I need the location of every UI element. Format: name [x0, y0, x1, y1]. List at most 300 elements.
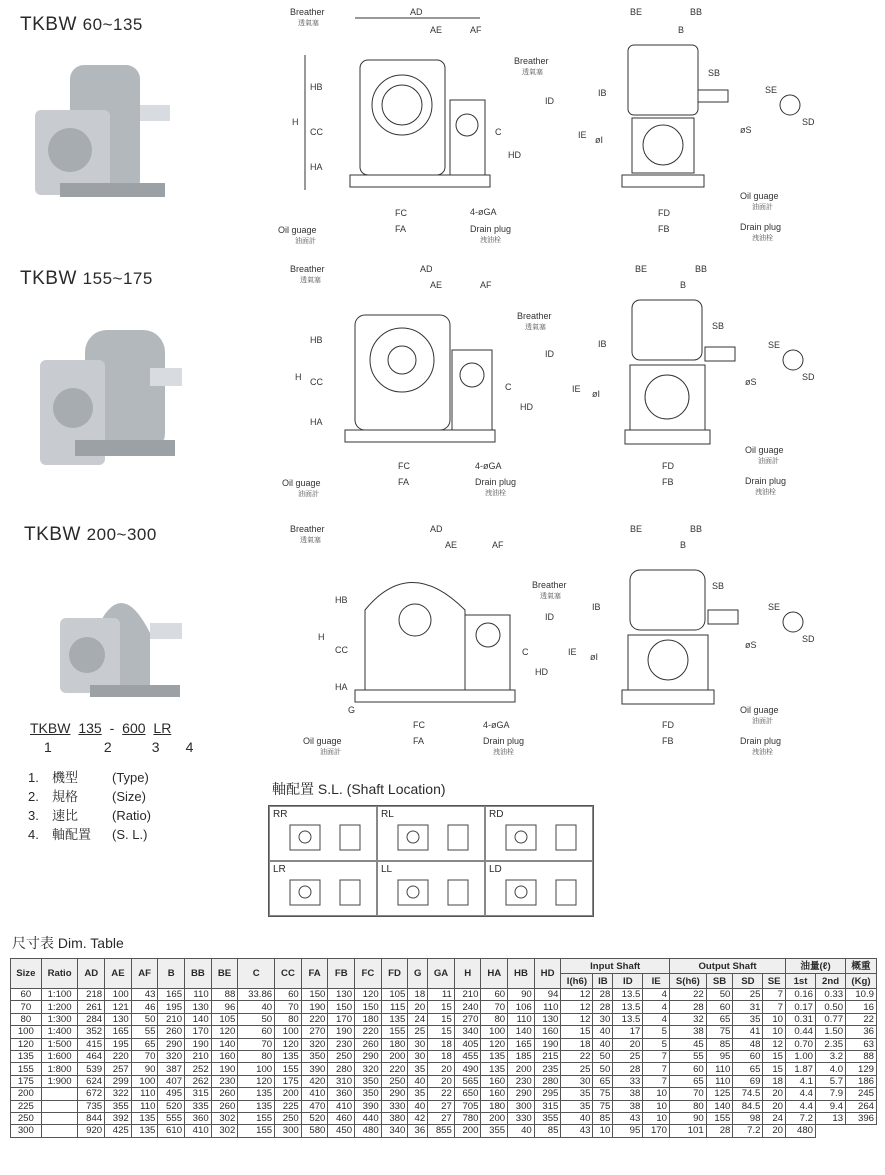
table-cell: 245 [846, 1088, 877, 1100]
table-cell: 260 [211, 1100, 238, 1112]
table-cell: 0.17 [785, 1001, 815, 1013]
table-cell: 31 [733, 1001, 763, 1013]
table-cell: 18 [561, 1038, 593, 1050]
dim-sd: SD [802, 117, 815, 127]
table-cell: 705 [454, 1100, 481, 1112]
table-cell: 15 [763, 1050, 786, 1062]
dim-c: C [522, 647, 529, 657]
table-cell: 264 [846, 1100, 877, 1112]
table-cell: 15 [428, 1026, 455, 1038]
table-cell: 180 [355, 1013, 382, 1025]
table-cell: 165 [508, 1038, 535, 1050]
sl-diagram-icon [378, 862, 484, 915]
breather-label: Breather [290, 524, 325, 534]
table-cell: 280 [534, 1075, 561, 1087]
table-cell: 80 [669, 1100, 706, 1112]
table-cell: 230 [508, 1075, 535, 1087]
ratio-cell [41, 1100, 78, 1112]
table-row [11, 1001, 877, 1013]
table-cell: 190 [328, 1026, 355, 1038]
dim-sb: SB [708, 68, 721, 78]
col-header: HB [508, 959, 535, 989]
table-cell: 4.4 [785, 1088, 815, 1100]
table-cell: 250 [275, 1112, 302, 1124]
oil-guage-zh: 油面計 [320, 749, 341, 756]
table-cell: 355 [105, 1100, 132, 1112]
table-cell: 10 [763, 1013, 786, 1025]
legend-num: 4. [28, 827, 39, 842]
model-range: 155~175 [82, 269, 153, 288]
table-cell: 13.5 [613, 1001, 643, 1013]
table-cell: 28 [613, 1063, 643, 1075]
table-cell: 18 [428, 1038, 455, 1050]
table-cell: 7 [763, 989, 786, 1001]
table-cell: 340 [381, 1125, 408, 1137]
table-cell: 200 [481, 1112, 508, 1124]
dim-fa: FA [395, 224, 407, 234]
table-cell: 60 [733, 1050, 763, 1062]
table-cell: 100 [481, 1026, 508, 1038]
sub-header: 2nd [816, 974, 846, 989]
drain-plug-label: Drain plug [475, 477, 517, 487]
table-cell: 38 [613, 1100, 643, 1112]
table-cell: 105 [211, 1013, 238, 1025]
table-cell: 65 [593, 1075, 613, 1087]
table-cell: 405 [454, 1038, 481, 1050]
table-cell: 195 [105, 1038, 132, 1050]
table-header-row-1 [11, 959, 877, 974]
table-cell: 105 [381, 989, 408, 1001]
table-cell: 18 [763, 1075, 786, 1087]
table-cell: 360 [328, 1088, 355, 1100]
dim-fb: FB [662, 736, 674, 746]
table-cell: 48 [733, 1038, 763, 1050]
table-cell: 565 [454, 1075, 481, 1087]
table-cell: 70 [481, 1001, 508, 1013]
code-size: 135 [78, 720, 102, 736]
table-cell: 4.4 [785, 1100, 815, 1112]
breather-zh: 透氣塞 [298, 20, 319, 27]
table-cell: 460 [328, 1112, 355, 1124]
ratio-cell: 1:600 [41, 1050, 78, 1062]
table-cell: 165 [158, 989, 185, 1001]
table-cell: 392 [105, 1112, 132, 1124]
ratio-cell: 1:100 [41, 989, 78, 1001]
dim-be: BE [630, 524, 643, 534]
table-cell: 32 [669, 1013, 706, 1025]
table-cell: 165 [105, 1026, 132, 1038]
table-cell: 7.9 [816, 1088, 846, 1100]
legend-item [28, 825, 151, 844]
breather-label-2: Breather [532, 580, 567, 590]
table-cell: 135 [481, 1063, 508, 1075]
table-cell: 415 [78, 1038, 105, 1050]
table-cell: 60 [706, 1001, 733, 1013]
table-cell: 12 [763, 1038, 786, 1050]
product-photo-1 [30, 55, 175, 205]
table-cell: 284 [78, 1013, 105, 1025]
table-cell: 95 [706, 1050, 733, 1062]
table-cell: 18 [408, 989, 428, 1001]
col-header: FA [301, 959, 328, 989]
table-cell: 380 [381, 1112, 408, 1124]
table-cell: 200 [11, 1088, 42, 1100]
table-cell: 315 [185, 1088, 212, 1100]
table-cell: 17 [613, 1026, 643, 1038]
table-cell: 10 [643, 1088, 670, 1100]
sub-header: I(h6) [561, 974, 593, 989]
table-row [11, 1100, 877, 1112]
dim-fd: FD [658, 208, 670, 218]
output-shaft-header: Output Shaft [669, 959, 785, 974]
table-cell: 40 [238, 1001, 275, 1013]
table-cell: 0.44 [785, 1026, 815, 1038]
dim-hd: HD [535, 667, 548, 677]
table-row [11, 1050, 877, 1062]
table-cell: 220 [355, 1026, 382, 1038]
table-cell: 28 [593, 1001, 613, 1013]
table-cell: 100 [238, 1063, 275, 1075]
table-cell: 340 [454, 1026, 481, 1038]
table-cell: 7.2 [785, 1112, 815, 1124]
table-cell: 38 [669, 1026, 706, 1038]
col-header: FC [355, 959, 382, 989]
table-cell: 85 [593, 1112, 613, 1124]
table-cell: 85 [534, 1125, 561, 1137]
breather-label: Breather [290, 7, 325, 17]
code-type: TKBW [30, 720, 71, 736]
table-cell: 25 [733, 989, 763, 1001]
table-cell: 80 [275, 1013, 302, 1025]
dim-h: H [292, 117, 299, 127]
table-cell: 310 [328, 1075, 355, 1087]
table-cell: 210 [158, 1013, 185, 1025]
sl-cell-lr [269, 861, 377, 916]
sl-code: LD [489, 864, 502, 875]
table-cell: 140 [706, 1100, 733, 1112]
table-cell: 235 [534, 1063, 561, 1075]
table-row [11, 1125, 877, 1137]
table-cell: 195 [158, 1001, 185, 1013]
ratio-cell [41, 1125, 78, 1137]
table-cell: 40 [408, 1100, 428, 1112]
table-cell: 35 [561, 1088, 593, 1100]
table-cell: 4 [643, 1001, 670, 1013]
table-cell: 355 [481, 1125, 508, 1137]
table-cell: 520 [301, 1112, 328, 1124]
table-cell: 190 [301, 1001, 328, 1013]
table-cell: 15 [561, 1026, 593, 1038]
table-cell: 100 [131, 1075, 158, 1087]
table-cell: 250 [11, 1112, 42, 1124]
table-cell: 120 [238, 1075, 275, 1087]
table-cell: 480 [785, 1125, 815, 1137]
table-cell: 495 [158, 1088, 185, 1100]
table-cell: 100 [105, 989, 132, 1001]
table-row [11, 1026, 877, 1038]
table-cell: 40 [408, 1075, 428, 1087]
table-cell: 20 [408, 1001, 428, 1013]
table-cell: 4 [643, 1013, 670, 1025]
table-cell: 225 [275, 1100, 302, 1112]
table-cell: 160 [481, 1075, 508, 1087]
table-cell: 27 [428, 1112, 455, 1124]
table-cell: 330 [381, 1100, 408, 1112]
table-cell: 155 [275, 1063, 302, 1075]
oil-guage-label: Oil guage [282, 478, 321, 488]
code-legend [28, 768, 151, 844]
table-cell: 180 [381, 1038, 408, 1050]
code-ratio: 600 [122, 720, 146, 736]
legend-item [28, 768, 151, 787]
table-cell: 350 [301, 1050, 328, 1062]
table-cell: 335 [185, 1100, 212, 1112]
dim-sd: SD [802, 634, 815, 644]
drain-plug-label-side: Drain plug [740, 736, 782, 746]
table-cell: 7.2 [733, 1125, 763, 1137]
table-cell: 844 [78, 1112, 105, 1124]
model-name: TKBW [20, 14, 77, 35]
table-cell: 60 [238, 1026, 275, 1038]
table-cell: 225 [11, 1100, 42, 1112]
table-cell: 260 [158, 1026, 185, 1038]
dim-hb: HB [310, 82, 323, 92]
table-cell: 110 [508, 1013, 535, 1025]
table-cell: 290 [355, 1050, 382, 1062]
table-cell: 101 [669, 1125, 706, 1137]
table-cell: 18 [428, 1050, 455, 1062]
table-cell: 135 [131, 1112, 158, 1124]
table-cell: 455 [454, 1050, 481, 1062]
table-cell: 350 [355, 1088, 382, 1100]
dim-b: B [680, 540, 687, 550]
table-cell: 920 [78, 1125, 105, 1137]
table-cell: 320 [158, 1050, 185, 1062]
table-cell: 610 [158, 1125, 185, 1137]
dim-b: B [678, 25, 685, 35]
table-cell: 185 [508, 1050, 535, 1062]
table-cell: 150 [328, 1001, 355, 1013]
table-cell: 75 [706, 1026, 733, 1038]
dim-phi-i: øI [595, 135, 603, 145]
weight-header: 概重 [846, 959, 877, 974]
sl-code: RR [273, 809, 288, 820]
table-cell: 780 [454, 1112, 481, 1124]
ratio-cell: 1:500 [41, 1038, 78, 1050]
table-cell: 140 [185, 1013, 212, 1025]
table-cell: 855 [428, 1125, 455, 1137]
dim-hd: HD [520, 402, 533, 412]
table-cell: 80 [238, 1050, 275, 1062]
sub-header: (Kg) [846, 974, 877, 989]
table-cell: 95 [613, 1125, 643, 1137]
table-cell: 170 [328, 1013, 355, 1025]
table-cell: 175 [11, 1075, 42, 1087]
breather-label-2: Breather [517, 311, 552, 321]
drain-plug-zh: 洩油栓 [485, 490, 506, 497]
sl-code: LR [273, 864, 286, 875]
dim-af: AF [492, 540, 504, 550]
dim-ie: IE [568, 647, 577, 657]
table-cell: 262 [185, 1075, 212, 1087]
table-cell: 250 [381, 1075, 408, 1087]
dim-c: C [495, 127, 502, 137]
sub-header: SD [733, 974, 763, 989]
input-shaft-header: Input Shaft [561, 959, 670, 974]
code-num-3: 3 [151, 739, 160, 755]
table-cell: 160 [211, 1050, 238, 1062]
drain-plug-label: Drain plug [483, 736, 525, 746]
table-cell: 320 [355, 1063, 382, 1075]
table-cell: 50 [593, 1063, 613, 1075]
col-header: AD [78, 959, 105, 989]
table-cell: 90 [508, 989, 535, 1001]
col-header: FB [328, 959, 355, 989]
table-cell: 155 [238, 1125, 275, 1137]
table-cell: 15 [763, 1063, 786, 1075]
sl-diagram-icon [270, 862, 376, 915]
table-cell: 0.33 [816, 989, 846, 1001]
table-cell: 50 [706, 989, 733, 1001]
table-cell: 20 [428, 1063, 455, 1075]
table-cell: 300 [275, 1125, 302, 1137]
col-header: H [454, 959, 481, 989]
table-cell: 36 [846, 1026, 877, 1038]
dim-id: ID [545, 349, 554, 359]
dim-af: AF [480, 280, 492, 290]
table-cell: 120 [211, 1026, 238, 1038]
breather-label: Breather [290, 264, 325, 274]
col-header: B [158, 959, 185, 989]
table-cell: 2.35 [816, 1038, 846, 1050]
oil-guage-zh-side: 油面計 [752, 718, 773, 725]
table-cell: 135 [131, 1125, 158, 1137]
table-cell: 115 [381, 1001, 408, 1013]
dim-ie: IE [578, 130, 587, 140]
oil-guage-label-side: Oil guage [740, 705, 779, 715]
table-cell: 28 [593, 989, 613, 1001]
col-header: BE [211, 959, 238, 989]
table-cell: 4.0 [816, 1063, 846, 1075]
table-cell: 65 [131, 1038, 158, 1050]
table-cell: 360 [185, 1112, 212, 1124]
col-header: Ratio [41, 959, 78, 989]
table-cell: 130 [185, 1001, 212, 1013]
table-cell: 220 [105, 1050, 132, 1062]
table-cell: 190 [185, 1038, 212, 1050]
table-cell: 50 [593, 1050, 613, 1062]
col-header: FD [381, 959, 408, 989]
table-cell: 450 [328, 1125, 355, 1137]
table-cell: 200 [381, 1050, 408, 1062]
table-cell: 470 [301, 1100, 328, 1112]
table-cell: 36 [408, 1125, 428, 1137]
table-cell: 30 [408, 1038, 428, 1050]
table-cell: 110 [131, 1100, 158, 1112]
table-cell: 130 [328, 989, 355, 1001]
table-title: 尺寸表 Dim. Table [12, 935, 124, 951]
table-cell: 16 [846, 1001, 877, 1013]
drain-plug-zh-side: 洩油栓 [752, 749, 773, 756]
table-cell: 410 [328, 1100, 355, 1112]
dim-be: BE [635, 264, 648, 274]
table-cell: 22 [428, 1088, 455, 1100]
table-cell: 13 [816, 1112, 846, 1124]
table-cell: 120 [11, 1038, 42, 1050]
legend-num: 2. [28, 789, 39, 804]
table-cell: 160 [534, 1026, 561, 1038]
table-cell: 80 [481, 1013, 508, 1025]
dim-sb: SB [712, 581, 725, 591]
dim-bb: BB [690, 524, 703, 534]
dim-hb: HB [335, 595, 348, 605]
side-drawing-2 [540, 255, 830, 500]
table-cell: 302 [211, 1125, 238, 1137]
dim-ae: AE [445, 540, 458, 550]
col-header: AF [131, 959, 158, 989]
table-cell: 33 [613, 1075, 643, 1087]
table-cell: 186 [846, 1075, 877, 1087]
sl-cell-rl [377, 806, 485, 861]
sl-cell-ll [377, 861, 485, 916]
dim-h: H [318, 632, 325, 642]
legend-zh: 速比 [52, 808, 79, 823]
code-num-4: 4 [185, 739, 194, 755]
table-cell: 295 [534, 1088, 561, 1100]
table-cell: 42 [408, 1112, 428, 1124]
table-cell: 55 [669, 1050, 706, 1062]
dim-fa: FA [413, 736, 425, 746]
table-cell: 30 [561, 1075, 593, 1087]
table-row [11, 1063, 877, 1075]
table-cell: 220 [301, 1013, 328, 1025]
table-cell: 390 [301, 1063, 328, 1075]
table-cell: 350 [355, 1075, 382, 1087]
table-cell: 261 [78, 1001, 105, 1013]
oil-guage-label: Oil guage [278, 225, 317, 235]
sl-cell-ld [485, 861, 593, 916]
table-cell: 41 [733, 1026, 763, 1038]
oil-guage-zh-side: 油面計 [752, 204, 773, 211]
table-cell: 120 [355, 989, 382, 1001]
table-cell: 215 [534, 1050, 561, 1062]
table-cell: 12 [561, 1013, 593, 1025]
code-dash: - [109, 720, 115, 736]
table-cell: 0.16 [785, 989, 815, 1001]
table-cell: 290 [508, 1088, 535, 1100]
table-cell: 257 [105, 1063, 132, 1075]
legend-en: (Ratio) [112, 808, 152, 823]
ratio-cell: 1:800 [41, 1063, 78, 1075]
table-cell: 60 [11, 989, 42, 1001]
ga-holes: 4-øGA [470, 207, 497, 217]
dim-ha: HA [335, 682, 348, 692]
col-header: Size [11, 959, 42, 989]
oil-header: 油量(ℓ) [785, 959, 845, 974]
col-header: GA [428, 959, 455, 989]
dim-ie: IE [572, 384, 581, 394]
dim-h: H [295, 372, 302, 382]
table-cell: 10 [763, 1026, 786, 1038]
dim-fb: FB [662, 477, 674, 487]
table-cell: 24 [408, 1013, 428, 1025]
table-cell: 672 [78, 1088, 105, 1100]
table-cell: 252 [185, 1063, 212, 1075]
table-cell: 22 [846, 1013, 877, 1025]
table-cell: 735 [78, 1100, 105, 1112]
product-photo-2 [35, 320, 185, 470]
dim-sb: SB [712, 321, 725, 331]
